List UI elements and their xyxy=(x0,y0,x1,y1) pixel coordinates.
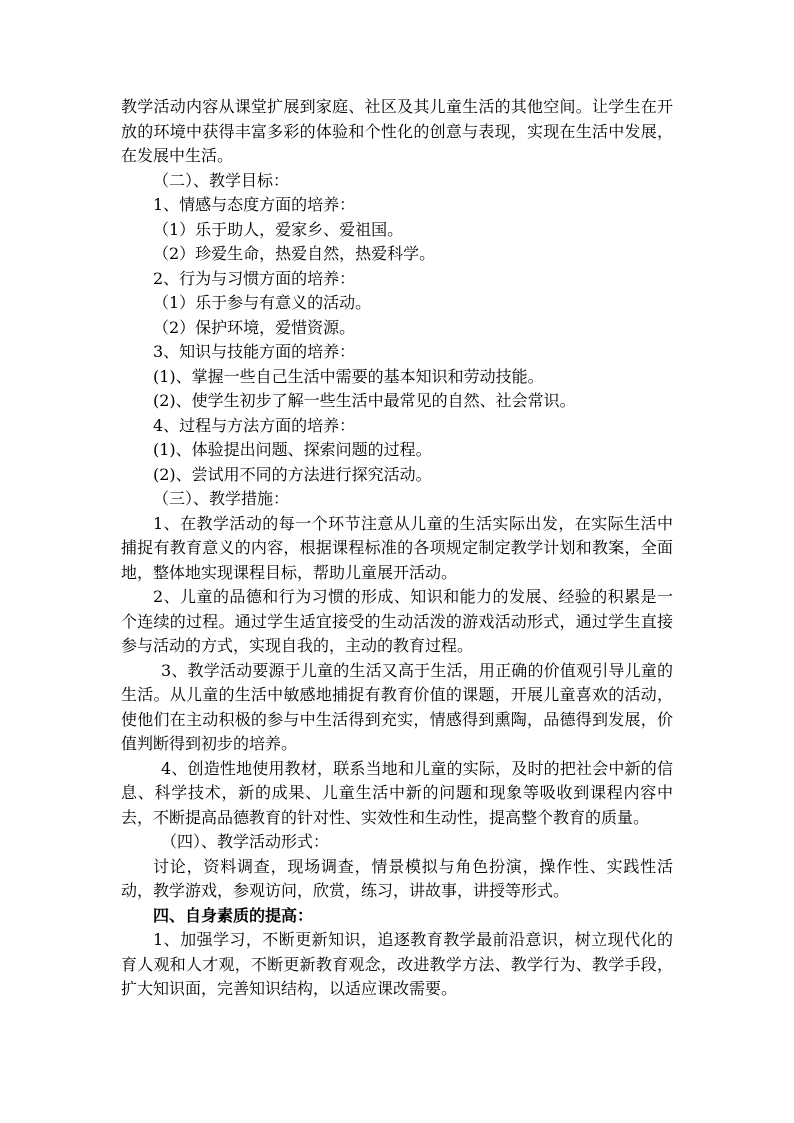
goal-subitem-2-2: （2）保护环境，爱惜资源。 xyxy=(153,317,356,337)
goal-item-3: 3、知识与技能方面的培养： xyxy=(153,342,356,361)
goal-subitem-2-1: （1）乐于参与有意义的活动。 xyxy=(153,293,372,312)
goal-subitem-4-2: (2)、尝试用不同的方法进行探究活动。 xyxy=(153,464,432,484)
document-body xyxy=(121,95,673,1002)
self-improvement-paragraph-1: 1、加强学习，不断更新知识，追逐教育教学最前沿意识，树立现代化的育人观和人才观，不断更新教育观念，改进教学方法、教学行为、教学手段，扩大知识面，完善知识结构，以适应课改需要。 xyxy=(121,930,673,998)
section-heading-self-improvement: 四、自身素质的提高： xyxy=(153,905,314,925)
goal-item-4: 4、过程与方法方面的培养： xyxy=(153,415,356,435)
section-heading-teaching-measures: （三）、教学措施： xyxy=(153,489,290,508)
measure-paragraph-3: 3、教学活动要源于儿童的生活又高于生活，用正确的价值观引导儿童的生活。从儿童的生活中敏感地捕捉有教育价值的课题，开展儿童喜欢的活动，使他们在主动积极的参与中生活得到充实，情感得到熏陶，品德得到发展，价值判断得到初步的培养。 xyxy=(121,660,673,753)
measure-paragraph-1: 1、在教学活动的每一个环节注意从儿童的生活实际出发，在实际生活中捕捉有教育意义的内容，根据课程标准的各项规定制定教学计划和教案，全面地，整体地实现课程目标，帮助儿童展开活动。 xyxy=(121,513,673,582)
goal-subitem-4-1: (1)、体验提出问题、探索问题的过程。 xyxy=(153,440,432,459)
goal-subitem-1-1: （1）乐于助人，爱家乡、爱祖国。 xyxy=(153,219,404,239)
section-heading-activity-forms: （四）、教学活动形式： xyxy=(161,832,330,851)
goal-item-1: 1、情感与态度方面的培养： xyxy=(153,195,356,214)
goal-item-2: 2、行为与习惯方面的培养： xyxy=(153,268,356,288)
intro-paragraph: 教学活动内容从课堂扩展到家庭、社区及其儿童生活的其他空间。让学生在开放的环境中获得丰富多彩的体验和个性化的创意与表现，实现在生活中发展，在发展中生活。 xyxy=(121,97,673,165)
measure-paragraph-4: 4、创造性地使用教材，联系当地和儿童的实际，及时的把社会中新的信息、科学技术，新的成果、儿童生活中新的问题和现象等吸收到课程内容中去，不断提高品德教育的针对性、实效性和生动性，提高整个教育的质量。 xyxy=(121,758,673,827)
goal-subitem-3-1: (1)、掌握一些自己生活中需要的基本知识和劳动技能。 xyxy=(153,366,544,386)
goal-subitem-3-2: (2)、使学生初步了解一些生活中最常见的自然、社会常识。 xyxy=(153,391,576,410)
measure-paragraph-2: 2、儿童的品德和行为习惯的形成、知识和能力的发展、经验的积累是一个连续的过程。通过学生适宜接受的生动活泼的游戏活动形式，通过学生直接参与活动的方式，实现自我的，主动的教育过程。 xyxy=(121,587,673,655)
goal-subitem-1-2: （2）珍爱生命，热爱自然，热爱科学。 xyxy=(153,244,436,263)
section-heading-teaching-goals: （二）、教学目标： xyxy=(153,170,290,190)
forms-paragraph: 讨论，资料调查，现场调查，情景模拟与角色扮演，操作性、实践性活动，教学游戏，参观访问，欣赏，练习，讲故事，讲授等形式。 xyxy=(121,856,673,900)
